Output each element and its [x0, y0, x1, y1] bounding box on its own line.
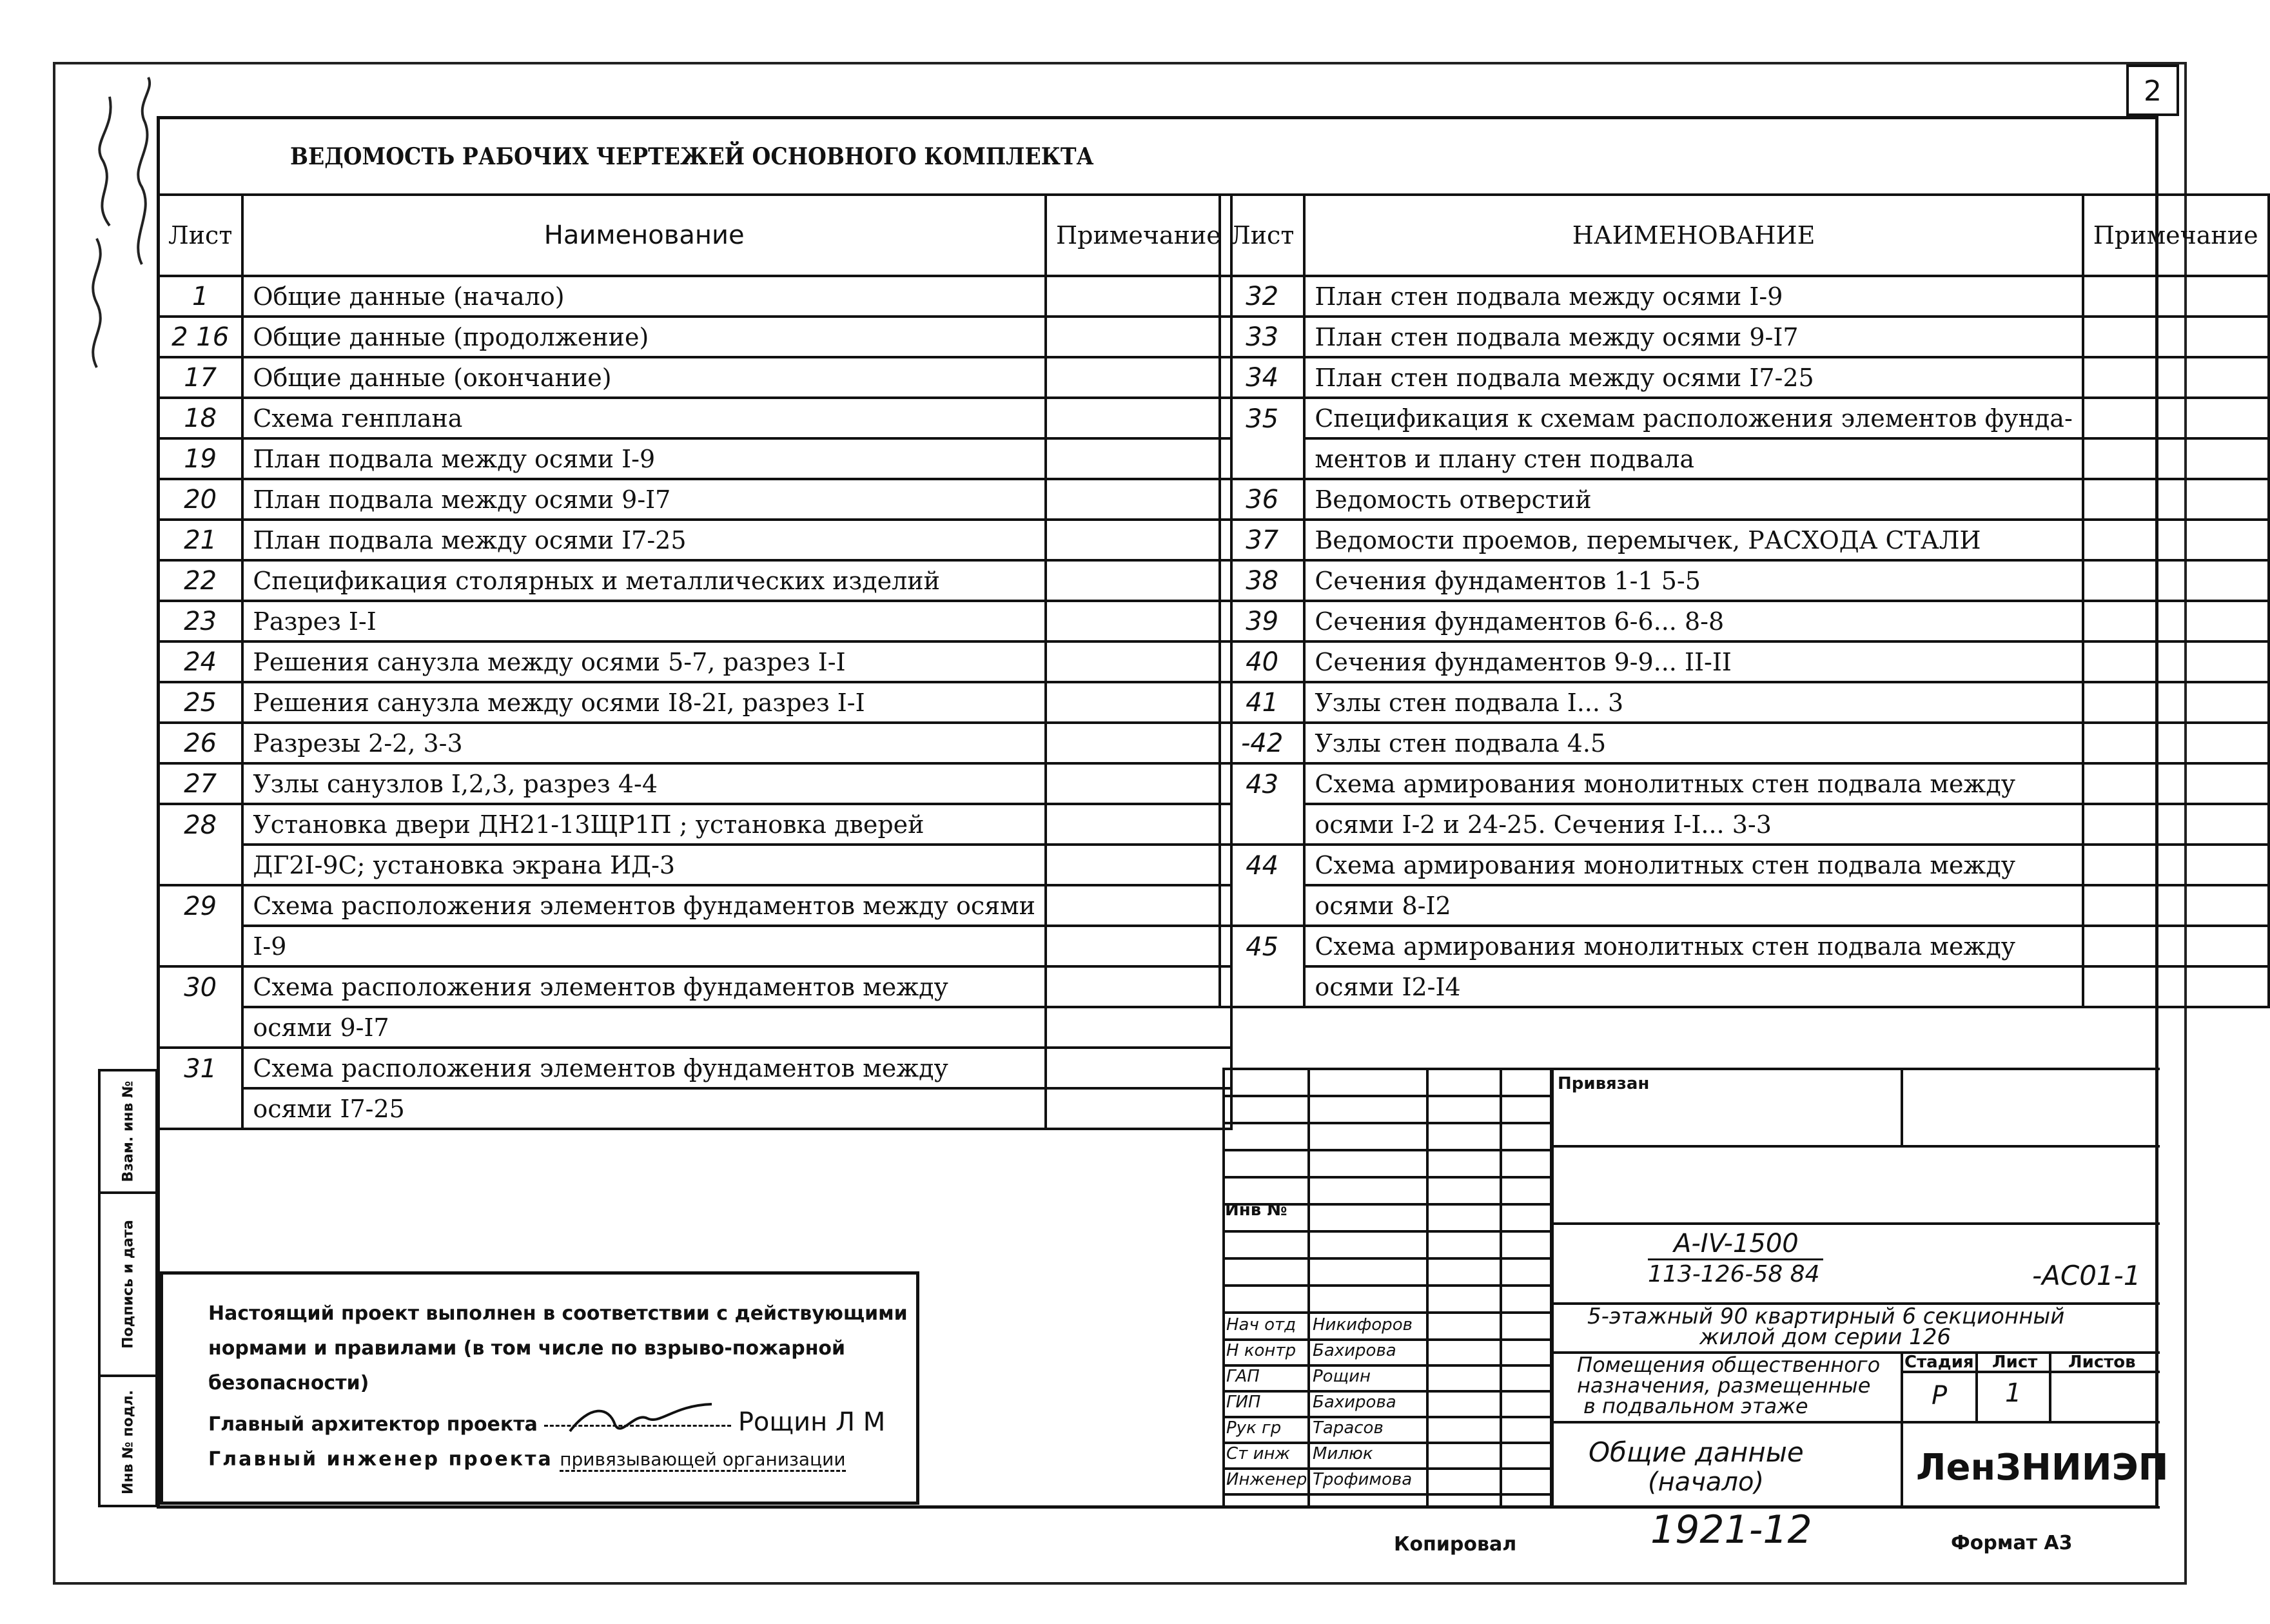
header-name: Наименование — [242, 195, 1046, 276]
staff-role: Рук гр — [1226, 1418, 1282, 1438]
row-note — [1046, 723, 1231, 763]
right-register-table — [1218, 193, 2270, 1008]
row-note — [2083, 763, 2269, 804]
row-sheet-number — [1220, 438, 1304, 479]
row-title: Сечения фундаментов 1-1 5-5 — [1304, 560, 2082, 601]
row-title: Спецификация к схемам расположения элементов фунда- — [1304, 398, 2082, 438]
row-sheet-number: 33 — [1220, 317, 1304, 357]
row-note — [2083, 601, 2269, 641]
row-note — [2083, 723, 2269, 763]
row-sheet-number: 39 — [1220, 601, 1304, 641]
table-row — [1220, 966, 2269, 1007]
inventory-label: Инв № — [1225, 1200, 1287, 1220]
row-note — [1046, 885, 1231, 926]
row-note — [1046, 560, 1231, 601]
table-row — [1220, 641, 2269, 682]
table-row — [158, 560, 1231, 601]
row-sheet-number: 44 — [1220, 845, 1304, 885]
sheet-title-1: Общие данные — [1589, 1436, 1804, 1468]
row-title: Узлы стен подвала I... 3 — [1304, 682, 2082, 723]
table-row — [158, 601, 1231, 641]
row-note — [2083, 804, 2269, 845]
table-row — [1220, 601, 2269, 641]
row-note — [2083, 438, 2269, 479]
row-note — [1046, 1088, 1231, 1129]
row-sheet-number: 19 — [158, 438, 242, 479]
row-title: Схема расположения элементов фундаментов между — [242, 1048, 1046, 1088]
row-note — [2083, 682, 2269, 723]
table-row — [158, 317, 1231, 357]
row-note — [2083, 520, 2269, 560]
row-sheet-number: 45 — [1220, 926, 1304, 966]
row-sheet-number: 43 — [1220, 763, 1304, 804]
table-row — [158, 763, 1231, 804]
staff-role: Нач отд — [1226, 1315, 1296, 1335]
document-code: -АС01-1 — [2032, 1260, 2141, 1291]
row-sheet-number: 41 — [1220, 682, 1304, 723]
staff-role: ГИП — [1226, 1393, 1261, 1412]
row-note — [1046, 966, 1231, 1007]
sheet-number: 2 — [2126, 64, 2179, 116]
row-title: осями 8-I2 — [1304, 885, 2082, 926]
project-code-top: А-IV-1500 — [1674, 1229, 1799, 1258]
table-row — [1220, 276, 2269, 317]
table-row — [158, 966, 1231, 1007]
chief-engineer-value: привязывающей организации — [560, 1449, 845, 1472]
row-sheet-number: 20 — [158, 479, 242, 520]
staff-name: Милюк — [1313, 1444, 1373, 1463]
row-title: План подвала между осями I-9 — [242, 438, 1046, 479]
row-title: Узлы стен подвала 4.5 — [1304, 723, 2082, 763]
note-line-2: нормами и правилами (в том числе по взрыво-пожарной — [208, 1337, 846, 1360]
sheets-label: Листов — [2068, 1353, 2136, 1372]
building-description-1: 5-этажный 90 квартирный 6 секционный — [1587, 1304, 2065, 1329]
header-sheet: Лист — [158, 195, 242, 276]
table-row — [1220, 317, 2269, 357]
row-title: I-9 — [242, 926, 1046, 966]
copied-label: Копировал — [1394, 1533, 1517, 1556]
staff-role: Н контр — [1226, 1341, 1296, 1360]
row-note — [2083, 560, 2269, 601]
row-sheet-number: 21 — [158, 520, 242, 560]
row-note — [1046, 926, 1231, 966]
row-title: План стен подвала между осями I-9 — [1304, 276, 2082, 317]
register-title: ВЕДОМОСТЬ РАБОЧИХ ЧЕРТЕЖЕЙ ОСНОВНОГО КОМПЛЕКТА — [290, 143, 1094, 170]
row-title: Общие данные (окончание) — [242, 357, 1046, 398]
organization-logo: ЛенЗНИИЭП — [1916, 1447, 2169, 1489]
row-title: Ведомости проемов, перемычек, РАСХОДА СТАЛИ — [1304, 520, 2082, 560]
chief-architect-name: Рощин Л М — [738, 1407, 886, 1437]
table-row — [1220, 926, 2269, 966]
row-title: Общие данные (продолжение) — [242, 317, 1046, 357]
table-header-row — [1220, 195, 2269, 276]
table-row — [158, 682, 1231, 723]
row-title: Ведомость отверстий — [1304, 479, 2082, 520]
row-note — [1046, 1048, 1231, 1088]
row-sheet-number: -42 — [1220, 723, 1304, 763]
row-note — [1046, 1007, 1231, 1048]
table-row — [1220, 398, 2269, 438]
staff-role: Инженер — [1226, 1470, 1307, 1489]
row-title: Схема расположения элементов фундаментов между осями — [242, 885, 1046, 926]
row-title: осями 9-I7 — [242, 1007, 1046, 1048]
chief-engineer-label: Главный инженер проекта — [208, 1448, 553, 1471]
row-title: Установка двери ДН21-13ЩР1П ; установка дверей — [242, 804, 1046, 845]
table-row — [1220, 479, 2269, 520]
row-note — [1046, 845, 1231, 885]
row-title: ментов и плану стен подвала — [1304, 438, 2082, 479]
row-note — [1046, 641, 1231, 682]
row-title: Сечения фундаментов 6-6... 8-8 — [1304, 601, 2082, 641]
staff-name: Рощин — [1313, 1367, 1371, 1386]
row-sheet-number — [1220, 804, 1304, 845]
row-sheet-number: 24 — [158, 641, 242, 682]
format-label: Формат А3 — [1951, 1532, 2073, 1554]
row-title: План подвала между осями I7-25 — [242, 520, 1046, 560]
row-sheet-number: 37 — [1220, 520, 1304, 560]
row-sheet-number: 28 — [158, 804, 242, 845]
table-row — [158, 276, 1231, 317]
row-sheet-number: 36 — [1220, 479, 1304, 520]
row-note — [1046, 804, 1231, 845]
row-title: План стен подвала между осями I7-25 — [1304, 357, 2082, 398]
row-title: Спецификация столярных и металлических изделий — [242, 560, 1046, 601]
table-header-row — [158, 195, 1231, 276]
staff-role: Ст инж — [1226, 1444, 1290, 1463]
table-row — [158, 641, 1231, 682]
row-note — [1046, 601, 1231, 641]
header-note: Примечание — [1046, 195, 1231, 276]
staff-name: Тарасов — [1313, 1418, 1384, 1438]
row-sheet-number — [158, 1007, 242, 1048]
table-row — [1220, 885, 2269, 926]
row-sheet-number: 35 — [1220, 398, 1304, 438]
row-title: Решения санузла между осями I8-2I, разрез I-I — [242, 682, 1046, 723]
signature-line — [544, 1425, 731, 1427]
row-sheet-number: 31 — [158, 1048, 242, 1088]
row-note — [2083, 357, 2269, 398]
staff-name: Трофимова — [1313, 1470, 1413, 1489]
header-note: Примечание — [2083, 195, 2269, 276]
row-title: Схема расположения элементов фундаментов между — [242, 966, 1046, 1007]
table-row — [158, 845, 1231, 885]
row-note — [1046, 398, 1231, 438]
row-title: Схема генплана — [242, 398, 1046, 438]
part-line-1: Помещения общественного — [1577, 1353, 1881, 1377]
row-title: осями I7-25 — [242, 1088, 1046, 1129]
row-title: ДГ2I-9С; установка экрана ИД-3 — [242, 845, 1046, 885]
row-note — [2083, 276, 2269, 317]
row-note — [1046, 317, 1231, 357]
side-cell-inventory: Инв № подл. — [120, 1390, 136, 1494]
row-note — [1046, 438, 1231, 479]
archive-number: 1921-12 — [1650, 1507, 1812, 1552]
row-title: Разрез I-I — [242, 601, 1046, 641]
row-note — [2083, 966, 2269, 1007]
table-row — [1220, 723, 2269, 763]
row-title: Общие данные (начало) — [242, 276, 1046, 317]
row-title: Разрезы 2-2, 3-3 — [242, 723, 1046, 763]
row-note — [2083, 479, 2269, 520]
table-row — [1220, 560, 2269, 601]
row-note — [1046, 479, 1231, 520]
row-title: Схема армирования монолитных стен подвала между — [1304, 845, 2082, 885]
row-title: Решения санузла между осями 5-7, разрез I-I — [242, 641, 1046, 682]
row-sheet-number: 26 — [158, 723, 242, 763]
building-description-2: жилой дом серии 126 — [1699, 1324, 1952, 1350]
row-sheet-number: 32 — [1220, 276, 1304, 317]
table-row — [158, 438, 1231, 479]
row-sheet-number — [158, 1088, 242, 1129]
row-sheet-number — [158, 845, 242, 885]
table-row — [1220, 357, 2269, 398]
margin-handwriting — [71, 71, 168, 374]
table-row — [158, 479, 1231, 520]
row-sheet-number: 40 — [1220, 641, 1304, 682]
table-row — [1220, 845, 2269, 885]
table-row — [158, 926, 1231, 966]
table-row — [158, 1048, 1231, 1088]
note-line-3: безопасности) — [208, 1372, 369, 1394]
row-note — [2083, 885, 2269, 926]
staff-name: Никифоров — [1313, 1315, 1413, 1335]
row-title: План стен подвала между осями 9-I7 — [1304, 317, 2082, 357]
privyazan-label: Привязан — [1558, 1074, 1650, 1093]
row-note — [1046, 682, 1231, 723]
row-sheet-number: 17 — [158, 357, 242, 398]
table-row — [1220, 682, 2269, 723]
row-sheet-number: 29 — [158, 885, 242, 926]
header-name: НАИМЕНОВАНИЕ — [1304, 195, 2082, 276]
row-sheet-number: 1 — [158, 276, 242, 317]
part-line-3: в подвальном этаже — [1583, 1394, 1808, 1418]
sheet-value: 1 — [2005, 1378, 2022, 1408]
table-row — [158, 357, 1231, 398]
side-cell-replacement: Взам. инв № — [120, 1081, 136, 1182]
table-row — [1220, 804, 2269, 845]
staff-name: Бахирова — [1313, 1393, 1396, 1412]
left-register-table — [157, 193, 1233, 1130]
row-sheet-number: 23 — [158, 601, 242, 641]
table-row — [158, 804, 1231, 845]
row-sheet-number: 2 16 — [158, 317, 242, 357]
row-note — [1046, 520, 1231, 560]
stage-value: Р — [1932, 1381, 1948, 1411]
table-row — [158, 1007, 1231, 1048]
row-note — [2083, 641, 2269, 682]
row-title: Схема армирования монолитных стен подвала между — [1304, 763, 2082, 804]
project-code-bottom: 113-126-58 84 — [1648, 1261, 1820, 1287]
row-sheet-number: 27 — [158, 763, 242, 804]
row-note — [2083, 926, 2269, 966]
row-title: осями I-2 и 24-25. Сечения I-I... 3-3 — [1304, 804, 2082, 845]
row-note — [2083, 845, 2269, 885]
row-note — [1046, 276, 1231, 317]
row-sheet-number — [1220, 885, 1304, 926]
row-title: Сечения фундаментов 9-9... II-II — [1304, 641, 2082, 682]
row-sheet-number — [158, 926, 242, 966]
side-stamp — [98, 1069, 158, 1507]
header-sheet: Лист — [1220, 195, 1304, 276]
stage-label: Стадия — [1904, 1353, 1974, 1372]
table-row — [1220, 520, 2269, 560]
staff-role: ГАП — [1226, 1367, 1260, 1386]
sheet-title-2: (начало) — [1648, 1467, 1765, 1497]
table-row — [1220, 438, 2269, 479]
row-title: осями I2-I4 — [1304, 966, 2082, 1007]
row-note — [1046, 763, 1231, 804]
table-row — [1220, 763, 2269, 804]
table-row — [158, 520, 1231, 560]
sheet-label: Лист — [1992, 1353, 2038, 1372]
row-sheet-number — [1220, 966, 1304, 1007]
row-note — [2083, 317, 2269, 357]
side-cell-signature-date: Подпись и дата — [120, 1220, 136, 1349]
staff-name: Бахирова — [1313, 1341, 1396, 1360]
row-sheet-number: 30 — [158, 966, 242, 1007]
row-sheet-number: 34 — [1220, 357, 1304, 398]
note-line-1: Настоящий проект выполнен в соответствии с действующими — [208, 1302, 908, 1325]
part-line-2: назначения, размещенные — [1577, 1373, 1871, 1398]
table-row — [158, 723, 1231, 763]
table-row — [158, 885, 1231, 926]
row-title: Узлы санузлов I,2,3, разрез 4-4 — [242, 763, 1046, 804]
table-row — [158, 1088, 1231, 1129]
row-sheet-number: 25 — [158, 682, 242, 723]
row-sheet-number: 18 — [158, 398, 242, 438]
compliance-note-box — [160, 1271, 919, 1505]
row-sheet-number: 38 — [1220, 560, 1304, 601]
chief-architect-label: Главный архитектор проекта — [208, 1413, 538, 1436]
title-block — [1222, 1068, 2169, 1506]
row-sheet-number: 22 — [158, 560, 242, 601]
row-title: Схема армирования монолитных стен подвала между — [1304, 926, 2082, 966]
row-note — [1046, 357, 1231, 398]
signature-icon — [563, 1399, 718, 1438]
row-note — [2083, 398, 2269, 438]
row-title: План подвала между осями 9-I7 — [242, 479, 1046, 520]
table-row — [158, 398, 1231, 438]
